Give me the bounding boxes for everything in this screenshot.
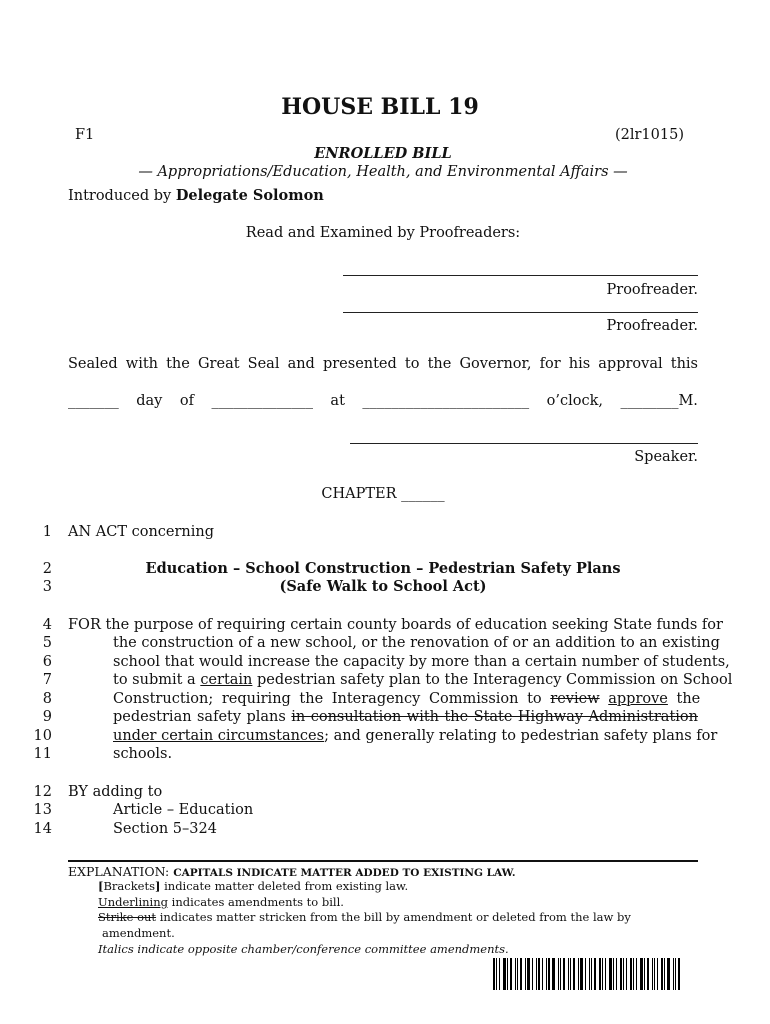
barcode-bar [589,958,590,990]
line-number: 9 [42,709,52,725]
proofreader-label-1: Proofreader. [606,282,698,298]
text-run: pedestrian safety plan to the Interagency Commission on School [252,672,733,688]
proofreaders-heading: Read and Examined by Proofreaders: [245,225,521,241]
purpose-line-7 [113,727,718,746]
text-run: pedestrian safety plans [113,709,292,725]
purpose-line-5 [113,690,701,709]
line-number: 2 [42,561,52,577]
barcode-bar [654,958,655,990]
barcode-bar [661,958,663,990]
bill-code-left: F1 [75,127,95,143]
section-ref: Section 5–324 [113,821,217,837]
purpose-line-6 [113,708,698,727]
line-number: 13 [33,802,52,818]
brackets-text: indicate matter deleted from existing law. [160,879,409,893]
barcode-bar [640,958,643,990]
by-adding: BY adding to [68,784,163,800]
barcode-bar [527,958,530,990]
barcode-bar [594,958,596,990]
line-number: 5 [42,635,52,651]
barcode-bar [507,958,508,990]
barcode-bar [633,958,634,990]
barcode-bar [548,958,550,990]
barcode-bar [493,958,495,990]
strike-word: Strike out [98,910,157,924]
barcode-bar [499,958,500,990]
barcode-bar [630,958,632,990]
inserted-amendment: approve [608,691,668,707]
bill-title: HOUSE BILL 19 [281,94,479,120]
barcode-bar [613,958,614,990]
explanation-brackets [98,879,408,895]
line-number: 7 [42,672,52,688]
barcode-bar [664,958,665,990]
underlining-text: indicates amendments to bill. [167,895,344,909]
barcode-bar [667,958,670,990]
meridiem-blank: ________M. [620,393,698,409]
barcode-bar [546,958,547,990]
act-concerning: AN ACT concerning [68,524,215,540]
inserted-amendment: certain [200,672,253,688]
barcode-bar [605,958,606,990]
purpose-line-8: schools. [113,746,173,762]
barcode-bar [538,958,540,990]
speaker-signature-line [350,443,698,444]
barcode-bar [602,958,603,990]
barcode-bar [552,958,555,990]
bracket-open: [ [98,879,104,893]
barcode-bar [568,958,569,990]
barcode-bar [515,958,516,990]
bill-short-title: (Safe Walk to School Act) [279,578,487,595]
barcode-bar [636,958,637,990]
barcode-bar [517,958,518,990]
barcode-bar [503,958,506,990]
line-number: 3 [42,579,52,595]
explanation-strike-cont: amendment. [102,926,175,940]
barcode-bar [585,958,586,990]
barcode-bar [560,958,561,990]
purpose-line-2: the construction of a new school, or the renovation of or an addition to an existing [113,635,720,651]
underlining-word: Underlining [98,895,168,909]
sponsor-name: Delegate Solomon [175,187,324,204]
introduced-by [68,187,324,205]
explanation-underlining [98,895,344,911]
brackets-word: Brackets [103,879,155,893]
line-number: 12 [33,784,52,800]
barcode-bar [620,958,622,990]
barcode-bar [626,958,627,990]
proofreader-signature-line-2 [343,312,698,313]
barcode-bar [644,958,645,990]
bill-heading: Education – School Construction – Pedestrian Safety Plans [145,560,621,577]
line-number: 8 [42,691,52,707]
explanation-italics: Italics indicate opposite chamber/conference committee amendments. [98,942,509,956]
explanation-label: EXPLANATION: [68,864,174,879]
barcode-bar [675,958,676,990]
line-number: 6 [42,654,52,670]
introduced-prefix: Introduced by [68,188,176,204]
inserted-amendment: under certain circumstances [113,728,325,744]
seal-date-line [68,392,698,411]
enrolled-status: ENROLLED BILL [314,145,452,162]
strike-text: indicates matter stricken from the bill by amendment or deleted from the law by [156,910,631,924]
stricken-text: review [550,691,600,707]
text-run: ; and generally relating to pedestrian safety plans for [324,728,718,744]
purpose-line-4 [113,671,733,690]
of-word: of [179,393,194,409]
barcode-bar [647,958,649,990]
barcode-bar [678,958,680,990]
barcode-bar [616,958,617,990]
barcode [493,958,681,990]
barcode-bar [591,958,592,990]
day-blank: _______ [68,393,119,409]
text-run: Construction; requiring the Interagency Commission to [113,691,551,707]
explanation-strike [98,910,631,926]
barcode-bar [652,958,653,990]
barcode-bar [536,958,537,990]
barcode-bar [525,958,526,990]
barcode-bar [558,958,559,990]
month-blank: ______________ [211,393,313,409]
article-ref: Article – Education [113,802,254,818]
committee-line: — Appropriations/Education, Health, and Environmental Affairs — [138,164,628,180]
line-number: 14 [33,821,52,837]
barcode-bar [609,958,612,990]
barcode-bar [570,958,571,990]
barcode-bar [510,958,512,990]
barcode-bar [657,958,658,990]
text-run: to submit a [113,672,201,688]
chapter-line: CHAPTER ______ [321,486,445,502]
purpose-line-3: school that would increase the capacity by more than a certain number of students, [113,654,730,670]
barcode-bar [520,958,522,990]
barcode-bar [496,958,497,990]
seal-statement: Sealed with the Great Seal and presented to the Governor, for his approval this [68,356,698,372]
purpose-line-1: FOR the purpose of requiring certain county boards of education seeking State funds for [68,617,723,633]
barcode-bar [578,958,579,990]
text-run [600,691,609,707]
barcode-bar [542,958,543,990]
proofreader-signature-line-1 [343,275,698,276]
barcode-bar [573,958,575,990]
day-word: day [136,393,163,409]
bill-code-right: (2lr1015) [614,127,684,143]
line-number: 4 [42,617,52,633]
barcode-bar [673,958,674,990]
text-run: the [667,691,701,707]
barcode-bar [623,958,624,990]
bracket-close: ] [155,879,161,893]
at-word: at [330,393,345,409]
barcode-bar [580,958,583,990]
speaker-label: Speaker. [634,449,698,465]
proofreader-label-2: Proofreader. [606,318,698,334]
stricken-text: in consultation with the State Highway Administration [291,709,698,725]
barcode-bar [532,958,533,990]
line-number: 1 [42,524,52,540]
explanation-rule [68,860,698,862]
oclock-word: o’clock, [546,393,603,409]
explanation-capitals: CAPITALS INDICATE MATTER ADDED TO EXISTING LAW. [173,867,516,879]
barcode-bar [563,958,565,990]
line-number: 10 [33,728,52,744]
time-blank: _______________________ [362,393,530,409]
line-number: 11 [33,746,52,762]
barcode-bar [599,958,601,990]
